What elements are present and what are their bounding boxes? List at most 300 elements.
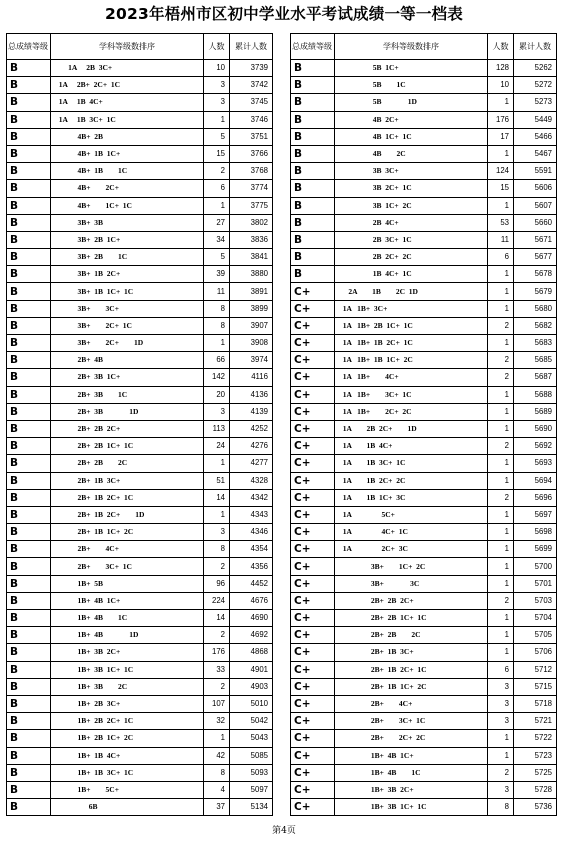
count-cell: 15: [204, 145, 230, 162]
subject-seq-cell: 2B+ 3C+ 1C: [335, 713, 488, 730]
grade-cell: B: [7, 317, 51, 334]
count-cell: 1: [488, 335, 514, 352]
count-cell: 1: [488, 558, 514, 575]
subject-seq-cell: 1A 2B 2C+ 1D: [335, 420, 488, 437]
count-cell: 34: [204, 231, 230, 248]
cumulative-cell: 4868: [230, 644, 273, 661]
cumulative-cell: 3745: [230, 94, 273, 111]
cumulative-cell: 5725: [514, 764, 557, 781]
grade-cell: B: [7, 558, 51, 575]
table-row: [291, 781, 557, 798]
table-row: [291, 438, 557, 455]
grade-cell: C+: [291, 661, 335, 678]
count-cell: 1: [204, 111, 230, 128]
grade-cell: B: [7, 506, 51, 523]
subject-seq-cell: 1B+ 3B 2C+: [335, 781, 488, 798]
count-cell: 2: [488, 764, 514, 781]
cumulative-cell: 5683: [514, 335, 557, 352]
subject-seq-cell: 1A 4C+ 1C: [335, 524, 488, 541]
subject-seq-cell: 2B+ 1B 3C+: [335, 644, 488, 661]
table-row: [291, 231, 557, 248]
subject-seq-cell: 1B+ 1B 4C+: [51, 747, 204, 764]
table-row: [7, 145, 273, 162]
subject-seq-cell: 2B+ 3B 1C: [51, 386, 204, 403]
table-row: [7, 403, 273, 420]
subject-seq-cell: 1B+ 4B 1C+: [51, 592, 204, 609]
header-seq: 学科等级数排序: [335, 34, 488, 60]
cumulative-cell: 5680: [514, 300, 557, 317]
subject-seq-cell: 1A 1B+ 3C+ 1C: [335, 386, 488, 403]
table-row: [291, 764, 557, 781]
cumulative-cell: 5042: [230, 713, 273, 730]
table-row: [291, 455, 557, 472]
count-cell: 6: [488, 249, 514, 266]
table-row: [291, 506, 557, 523]
count-cell: 14: [204, 610, 230, 627]
page-title: 2023年梧州市区初中学业水平考试成绩一等一档表: [105, 5, 463, 23]
subject-seq-cell: 3B 1C+ 2C: [335, 197, 488, 214]
grade-cell: B: [291, 231, 335, 248]
subject-seq-cell: 1A 1B+ 1B 2C+ 1C: [335, 335, 488, 352]
subject-seq-cell: 1A 2B 3C+: [51, 60, 204, 77]
table-row: [7, 60, 273, 77]
count-cell: 1: [488, 644, 514, 661]
table-row: [291, 163, 557, 180]
grade-cell: B: [7, 335, 51, 352]
grade-cell: B: [7, 386, 51, 403]
grade-cell: B: [291, 128, 335, 145]
table-row: [291, 575, 557, 592]
count-cell: 2: [488, 317, 514, 334]
subject-seq-cell: 2B+ 4B: [51, 352, 204, 369]
count-cell: 2: [488, 489, 514, 506]
cumulative-cell: 5043: [230, 730, 273, 747]
subject-seq-cell: 4B+ 1C+ 1C: [51, 197, 204, 214]
grade-table-right: [290, 33, 557, 816]
table-row: [7, 455, 273, 472]
subject-seq-cell: 6B: [51, 799, 204, 816]
subject-seq-cell: 3B 2C+ 1C: [335, 180, 488, 197]
table-row: [7, 781, 273, 798]
subject-seq-cell: 3B+ 2C+ 1C: [51, 317, 204, 334]
table-row: [291, 335, 557, 352]
subject-seq-cell: 2B 2C+ 2C: [335, 249, 488, 266]
table-row: [291, 197, 557, 214]
count-cell: 5: [204, 128, 230, 145]
count-cell: 1: [488, 524, 514, 541]
grade-cell: B: [7, 472, 51, 489]
grade-cell: C+: [291, 747, 335, 764]
table-row: [291, 77, 557, 94]
table-row: [291, 317, 557, 334]
count-cell: 1: [488, 610, 514, 627]
grade-cell: B: [7, 420, 51, 437]
cumulative-cell: 4354: [230, 541, 273, 558]
grade-cell: B: [7, 644, 51, 661]
subject-seq-cell: 3B+ 3C+: [51, 300, 204, 317]
subject-seq-cell: 2B+ 2B 2C+: [335, 592, 488, 609]
subject-seq-cell: 5B 1C+: [335, 60, 488, 77]
cumulative-cell: 3880: [230, 266, 273, 283]
table-row: [7, 661, 273, 678]
subject-seq-cell: 2B+ 3B 1D: [51, 403, 204, 420]
table-row: [7, 695, 273, 712]
cumulative-cell: 3802: [230, 214, 273, 231]
subject-seq-cell: 1A 1B 2C+ 2C: [335, 472, 488, 489]
table-row: [7, 541, 273, 558]
table-row: [7, 747, 273, 764]
cumulative-cell: 5671: [514, 231, 557, 248]
count-cell: 6: [204, 180, 230, 197]
table-row: [291, 420, 557, 437]
subject-seq-cell: 5B 1D: [335, 94, 488, 111]
subject-seq-cell: 1A 1B+ 2B 1C+ 1C: [335, 317, 488, 334]
count-cell: 37: [204, 799, 230, 816]
count-cell: 1: [488, 283, 514, 300]
grade-cell: C+: [291, 420, 335, 437]
cumulative-cell: 4903: [230, 678, 273, 695]
table-header: [7, 34, 273, 60]
grade-cell: C+: [291, 283, 335, 300]
subject-seq-cell: 1A 1B+ 4C+: [335, 369, 488, 386]
page-number: 第4页: [272, 826, 296, 836]
header-grade: 总成绩等级: [291, 34, 335, 60]
table-row: [291, 678, 557, 695]
grade-cell: B: [7, 352, 51, 369]
subject-seq-cell: 3B+ 2C+ 1D: [51, 335, 204, 352]
table-row: [7, 317, 273, 334]
cumulative-cell: 3774: [230, 180, 273, 197]
table-row: [7, 231, 273, 248]
count-cell: 1: [488, 455, 514, 472]
subject-seq-cell: 2B 4C+: [335, 214, 488, 231]
cumulative-cell: 3974: [230, 352, 273, 369]
grade-cell: B: [7, 747, 51, 764]
table-row: [7, 472, 273, 489]
table-row: [291, 644, 557, 661]
subject-seq-cell: 1B+ 4B 1C: [51, 610, 204, 627]
grade-cell: C+: [291, 610, 335, 627]
grade-cell: B: [7, 369, 51, 386]
cumulative-cell: 3908: [230, 335, 273, 352]
grade-cell: B: [291, 163, 335, 180]
cumulative-cell: 3841: [230, 249, 273, 266]
grade-cell: B: [7, 128, 51, 145]
grade-cell: C+: [291, 695, 335, 712]
cumulative-cell: 5698: [514, 524, 557, 541]
count-cell: 142: [204, 369, 230, 386]
table-row: [7, 335, 273, 352]
grade-cell: B: [291, 60, 335, 77]
table-row: [291, 713, 557, 730]
grade-cell: C+: [291, 300, 335, 317]
subject-seq-cell: 4B 2C: [335, 145, 488, 162]
count-cell: 1: [488, 300, 514, 317]
grade-cell: B: [7, 799, 51, 816]
cumulative-cell: 5692: [514, 438, 557, 455]
cumulative-cell: 5689: [514, 403, 557, 420]
cumulative-cell: 5688: [514, 386, 557, 403]
cumulative-cell: 3899: [230, 300, 273, 317]
cumulative-cell: 4139: [230, 403, 273, 420]
cumulative-cell: 5703: [514, 592, 557, 609]
table-row: [291, 627, 557, 644]
subject-seq-cell: 1A 1B 3C+ 1C: [51, 111, 204, 128]
grade-cell: B: [7, 231, 51, 248]
grade-cell: B: [7, 781, 51, 798]
table-row: [7, 386, 273, 403]
table-row: [7, 266, 273, 283]
grade-cell: B: [7, 764, 51, 781]
subject-seq-cell: 1B+ 4B 1D: [51, 627, 204, 644]
table-row: [291, 610, 557, 627]
cumulative-cell: 5697: [514, 506, 557, 523]
table-row: [7, 799, 273, 816]
grade-cell: B: [291, 180, 335, 197]
cumulative-cell: 3751: [230, 128, 273, 145]
grade-cell: B: [7, 713, 51, 730]
count-cell: 6: [488, 661, 514, 678]
table-row: [7, 128, 273, 145]
table-row: [291, 472, 557, 489]
table-row: [7, 180, 273, 197]
count-cell: 8: [204, 541, 230, 558]
grade-cell: C+: [291, 575, 335, 592]
count-cell: 2: [204, 627, 230, 644]
cumulative-cell: 4676: [230, 592, 273, 609]
grade-cell: B: [7, 249, 51, 266]
table-header: [291, 34, 557, 60]
table-row: [291, 128, 557, 145]
count-cell: 8: [488, 799, 514, 816]
count-cell: 10: [488, 77, 514, 94]
cumulative-cell: 4356: [230, 558, 273, 575]
table-row: [291, 145, 557, 162]
count-cell: 2: [488, 369, 514, 386]
table-row: [291, 111, 557, 128]
count-cell: 113: [204, 420, 230, 437]
table-row: [291, 661, 557, 678]
table-row: [291, 283, 557, 300]
table-row: [291, 592, 557, 609]
count-cell: 2: [488, 352, 514, 369]
cumulative-cell: 5700: [514, 558, 557, 575]
count-cell: 1: [488, 420, 514, 437]
grade-cell: B: [7, 661, 51, 678]
count-cell: 1: [488, 386, 514, 403]
count-cell: 66: [204, 352, 230, 369]
subject-seq-cell: 4B+ 1B 1C: [51, 163, 204, 180]
grade-cell: B: [7, 300, 51, 317]
subject-seq-cell: 3B+ 3C: [335, 575, 488, 592]
header-cumulative: 累计人数: [514, 34, 557, 60]
subject-seq-cell: 3B+ 1B 2C+: [51, 266, 204, 283]
subject-seq-cell: 1B+ 1B 3C+ 1C: [51, 764, 204, 781]
count-cell: 3: [204, 94, 230, 111]
subject-seq-cell: 1B+ 3B 2C+: [51, 644, 204, 661]
grade-cell: C+: [291, 506, 335, 523]
table-row: [291, 249, 557, 266]
subject-seq-cell: 2B+ 2B 1C+ 1C: [335, 610, 488, 627]
cumulative-cell: 3746: [230, 111, 273, 128]
table-row: [7, 283, 273, 300]
cumulative-cell: 5134: [230, 799, 273, 816]
grade-cell: B: [7, 524, 51, 541]
grade-cell: C+: [291, 678, 335, 695]
subject-seq-cell: 1B+ 5C+: [51, 781, 204, 798]
table-row: [291, 524, 557, 541]
cumulative-cell: 4452: [230, 575, 273, 592]
subject-seq-cell: 2B+ 2B 2C: [51, 455, 204, 472]
table-row: [7, 506, 273, 523]
grade-cell: C+: [291, 386, 335, 403]
grade-cell: B: [7, 575, 51, 592]
subject-seq-cell: 1B+ 3B 1C+ 1C: [335, 799, 488, 816]
grade-cell: B: [7, 214, 51, 231]
grade-cell: C+: [291, 592, 335, 609]
cumulative-cell: 5687: [514, 369, 557, 386]
grade-cell: C+: [291, 317, 335, 334]
count-cell: 124: [488, 163, 514, 180]
count-cell: 3: [488, 781, 514, 798]
table-row: [7, 249, 273, 266]
cumulative-cell: 5705: [514, 627, 557, 644]
grade-cell: C+: [291, 713, 335, 730]
count-cell: 176: [204, 644, 230, 661]
count-cell: 1: [204, 506, 230, 523]
count-cell: 53: [488, 214, 514, 231]
grade-cell: C+: [291, 335, 335, 352]
cumulative-cell: 4343: [230, 506, 273, 523]
cumulative-cell: 5272: [514, 77, 557, 94]
subject-seq-cell: 1B+ 2B 2C+ 1C: [51, 713, 204, 730]
subject-seq-cell: 2B+ 4C+: [335, 695, 488, 712]
table-row: [7, 713, 273, 730]
cumulative-cell: 5712: [514, 661, 557, 678]
count-cell: 1: [204, 455, 230, 472]
subject-seq-cell: 1A 1B 3C+ 1C: [335, 455, 488, 472]
grade-cell: C+: [291, 558, 335, 575]
table-row: [7, 627, 273, 644]
count-cell: 8: [204, 764, 230, 781]
count-cell: 1: [488, 94, 514, 111]
grade-cell: B: [291, 145, 335, 162]
count-cell: 17: [488, 128, 514, 145]
table-row: [7, 111, 273, 128]
table-body-left: [7, 60, 273, 816]
count-cell: 27: [204, 214, 230, 231]
count-cell: 39: [204, 266, 230, 283]
table-row: [291, 60, 557, 77]
cumulative-cell: 5718: [514, 695, 557, 712]
grade-cell: C+: [291, 472, 335, 489]
subject-seq-cell: 2B+ 3C+ 1C: [51, 558, 204, 575]
cumulative-cell: 5606: [514, 180, 557, 197]
subject-seq-cell: 2B+ 2B 2C+: [51, 420, 204, 437]
cumulative-cell: 5696: [514, 489, 557, 506]
subject-seq-cell: 2B 3C+ 1C: [335, 231, 488, 248]
cumulative-cell: 5097: [230, 781, 273, 798]
subject-seq-cell: 4B+ 1B 1C+: [51, 145, 204, 162]
count-cell: 14: [204, 489, 230, 506]
subject-seq-cell: 2B+ 1B 2C+ 1D: [51, 506, 204, 523]
grade-cell: B: [291, 249, 335, 266]
subject-seq-cell: 1B 4C+ 1C: [335, 266, 488, 283]
cumulative-cell: 5093: [230, 764, 273, 781]
cumulative-cell: 4276: [230, 438, 273, 455]
cumulative-cell: 3742: [230, 77, 273, 94]
cumulative-cell: 3891: [230, 283, 273, 300]
grade-table-left: [6, 33, 273, 816]
cumulative-cell: 4252: [230, 420, 273, 437]
cumulative-cell: 5010: [230, 695, 273, 712]
count-cell: 20: [204, 386, 230, 403]
count-cell: 3: [204, 403, 230, 420]
table-row: [7, 644, 273, 661]
table-row: [291, 541, 557, 558]
table-row: [7, 678, 273, 695]
cumulative-cell: 4346: [230, 524, 273, 541]
count-cell: 33: [204, 661, 230, 678]
cumulative-cell: 5607: [514, 197, 557, 214]
table-row: [291, 747, 557, 764]
grade-cell: C+: [291, 764, 335, 781]
subject-seq-cell: 3B 3C+: [335, 163, 488, 180]
count-cell: 96: [204, 575, 230, 592]
table-row: [7, 300, 273, 317]
grade-cell: B: [7, 403, 51, 420]
count-cell: 15: [488, 180, 514, 197]
table-row: [291, 300, 557, 317]
header-seq: 学科等级数排序: [51, 34, 204, 60]
subject-seq-cell: 2B+ 2B 1C+ 1C: [51, 438, 204, 455]
count-cell: 1: [488, 747, 514, 764]
cumulative-cell: 5273: [514, 94, 557, 111]
cumulative-cell: 4116: [230, 369, 273, 386]
table-row: [291, 558, 557, 575]
grade-cell: B: [7, 438, 51, 455]
grade-cell: B: [291, 214, 335, 231]
grade-cell: B: [7, 163, 51, 180]
cumulative-cell: 3768: [230, 163, 273, 180]
count-cell: 2: [204, 558, 230, 575]
subject-seq-cell: 3B+ 1B 1C+ 1C: [51, 283, 204, 300]
table-row: [7, 94, 273, 111]
table-row: [7, 369, 273, 386]
subject-seq-cell: 1A 1B 4C+: [335, 438, 488, 455]
table-row: [7, 489, 273, 506]
cumulative-cell: 4328: [230, 472, 273, 489]
cumulative-cell: 5721: [514, 713, 557, 730]
count-cell: 11: [204, 283, 230, 300]
cumulative-cell: 3739: [230, 60, 273, 77]
count-cell: 1: [488, 506, 514, 523]
count-cell: 51: [204, 472, 230, 489]
subject-seq-cell: 2A 1B 2C 1D: [335, 283, 488, 300]
table-row: [291, 266, 557, 283]
count-cell: 224: [204, 592, 230, 609]
count-cell: 3: [488, 695, 514, 712]
subject-seq-cell: 1A 1B+ 1B 1C+ 2C: [335, 352, 488, 369]
table-row: [291, 369, 557, 386]
table-row: [7, 764, 273, 781]
grade-cell: B: [7, 77, 51, 94]
count-cell: 1: [488, 575, 514, 592]
grade-cell: C+: [291, 489, 335, 506]
table-row: [7, 610, 273, 627]
subject-seq-cell: 2B+ 1B 1C+ 2C: [335, 678, 488, 695]
count-cell: 2: [488, 438, 514, 455]
